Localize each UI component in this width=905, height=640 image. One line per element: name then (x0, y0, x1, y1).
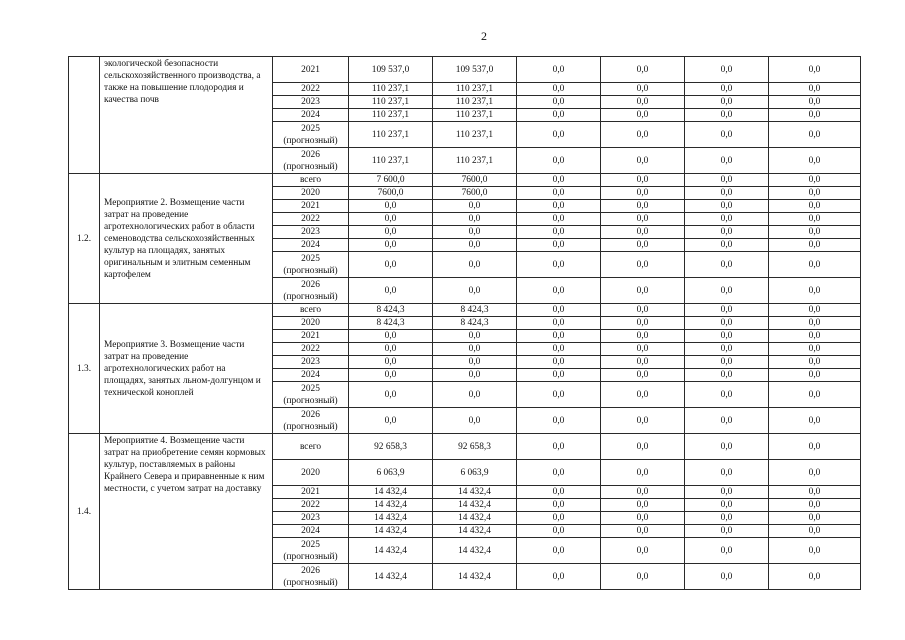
year-cell (273, 369, 349, 382)
value-cell: 6 063,9 (349, 460, 433, 486)
value-cell: 0,0 (601, 187, 685, 200)
value-cell: 8 424,3 (433, 317, 517, 330)
value-cell: 0,0 (517, 486, 601, 499)
value-cell: 0,0 (601, 226, 685, 239)
value-cell: 0,0 (433, 369, 517, 382)
value-cell: 0,0 (433, 213, 517, 226)
year-label: 2022 (301, 84, 320, 94)
value-cell: 0,0 (769, 304, 861, 317)
year-cell (273, 200, 349, 213)
budget-table (68, 56, 861, 590)
year-label: 2025 (301, 123, 320, 134)
value-cell: 0,0 (769, 278, 861, 304)
value-cell: 0,0 (517, 304, 601, 317)
measure-name: Мероприятие 3. Возмещение части затрат на проведение агротехнологических работ на площадях, занятых льном-долгунцом и технической коноплей (100, 304, 273, 434)
value-cell: 0,0 (601, 499, 685, 512)
value-cell: 14 432,4 (433, 512, 517, 525)
value-cell: 0,0 (685, 213, 769, 226)
value-cell: 0,0 (517, 109, 601, 122)
value-cell: 0,0 (685, 460, 769, 486)
year-label: 2026 (301, 149, 320, 160)
value-cell: 0,0 (349, 369, 433, 382)
value-cell: 0,0 (769, 538, 861, 564)
value-cell: 0,0 (601, 57, 685, 83)
value-cell: 0,0 (349, 252, 433, 278)
value-cell: 8 424,3 (349, 304, 433, 317)
value-cell: 0,0 (349, 408, 433, 434)
year-cell (273, 317, 349, 330)
value-cell: 0,0 (517, 174, 601, 187)
value-cell: 0,0 (349, 239, 433, 252)
value-cell: 0,0 (769, 122, 861, 148)
value-cell: 0,0 (601, 96, 685, 109)
value-cell: 0,0 (685, 109, 769, 122)
value-cell: 0,0 (769, 109, 861, 122)
value-cell: 0,0 (769, 187, 861, 200)
value-cell: 14 432,4 (349, 499, 433, 512)
forecast-note: (прогнозный) (283, 421, 338, 432)
value-cell: 14 432,4 (349, 538, 433, 564)
value-cell: 0,0 (769, 96, 861, 109)
value-cell: 0,0 (769, 564, 861, 590)
value-cell: 0,0 (601, 252, 685, 278)
year-label: 2022 (301, 214, 320, 224)
year-label: всего (299, 441, 322, 452)
year-label: 2025 (301, 539, 320, 550)
value-cell: 0,0 (601, 200, 685, 213)
value-cell: 0,0 (601, 408, 685, 434)
measure-number: 1.4. (69, 434, 100, 590)
year-cell (273, 174, 349, 187)
value-cell: 0,0 (685, 538, 769, 564)
value-cell: 110 237,1 (433, 122, 517, 148)
value-cell: 0,0 (685, 317, 769, 330)
year-label: 2024 (301, 110, 320, 120)
value-cell: 110 237,1 (433, 83, 517, 96)
value-cell: 92 658,3 (433, 434, 517, 460)
value-cell: 0,0 (769, 174, 861, 187)
measure-name: Мероприятие 4. Возмещение части затрат на приобретение семян кормовых культур, поставляемых в районы Крайнего Севера и приравненные к ним местности, с учетом затрат на доставку (100, 434, 273, 590)
value-cell: 0,0 (685, 434, 769, 460)
value-cell: 0,0 (517, 538, 601, 564)
value-cell: 0,0 (685, 382, 769, 408)
year-cell (273, 538, 349, 564)
value-cell: 0,0 (769, 226, 861, 239)
value-cell: 0,0 (685, 187, 769, 200)
value-cell: 0,0 (349, 200, 433, 213)
measure-number: 1.3. (69, 304, 100, 434)
value-cell: 0,0 (433, 252, 517, 278)
value-cell: 110 237,1 (349, 83, 433, 96)
value-cell: 0,0 (769, 434, 861, 460)
forecast-note: (прогнозный) (283, 577, 338, 588)
value-cell: 0,0 (685, 408, 769, 434)
forecast-note: (прогнозный) (283, 395, 338, 406)
value-cell: 0,0 (517, 96, 601, 109)
year-label: 2023 (301, 227, 320, 237)
value-cell: 0,0 (601, 343, 685, 356)
value-cell: 0,0 (517, 278, 601, 304)
value-cell: 0,0 (433, 408, 517, 434)
value-cell: 0,0 (685, 278, 769, 304)
year-label: 2024 (301, 526, 320, 536)
value-cell: 14 432,4 (349, 564, 433, 590)
year-cell (273, 499, 349, 512)
value-cell: 0,0 (601, 369, 685, 382)
value-cell: 0,0 (769, 499, 861, 512)
value-cell: 0,0 (601, 304, 685, 317)
year-label: 2022 (301, 500, 320, 510)
year-cell (273, 213, 349, 226)
value-cell: 14 432,4 (433, 499, 517, 512)
value-cell: 0,0 (517, 226, 601, 239)
value-cell: 0,0 (769, 200, 861, 213)
year-label: 2023 (301, 513, 320, 523)
value-cell: 0,0 (601, 239, 685, 252)
year-label: 2023 (301, 357, 320, 367)
year-cell (273, 187, 349, 200)
value-cell: 109 537,0 (433, 57, 517, 83)
value-cell: 0,0 (685, 369, 769, 382)
value-cell: 110 237,1 (433, 96, 517, 109)
value-cell: 0,0 (433, 278, 517, 304)
year-label: 2022 (301, 344, 320, 354)
value-cell: 0,0 (601, 460, 685, 486)
value-cell: 0,0 (349, 278, 433, 304)
value-cell: 14 432,4 (433, 525, 517, 538)
year-label: 2024 (301, 240, 320, 250)
value-cell: 0,0 (769, 57, 861, 83)
year-cell (273, 109, 349, 122)
table-body (69, 57, 861, 590)
value-cell: 0,0 (601, 486, 685, 499)
value-cell: 0,0 (517, 460, 601, 486)
value-cell: 0,0 (517, 122, 601, 148)
value-cell: 0,0 (433, 330, 517, 343)
year-cell (273, 356, 349, 369)
year-cell (273, 226, 349, 239)
value-cell: 0,0 (685, 122, 769, 148)
value-cell: 0,0 (601, 278, 685, 304)
forecast-note: (прогнозный) (283, 135, 338, 146)
measure-number (69, 57, 100, 174)
value-cell: 0,0 (685, 174, 769, 187)
year-cell (273, 252, 349, 278)
value-cell: 0,0 (685, 226, 769, 239)
value-cell: 0,0 (769, 486, 861, 499)
value-cell: 0,0 (601, 525, 685, 538)
forecast-note: (прогнозный) (283, 291, 338, 302)
year-label: 2021 (301, 331, 320, 341)
year-label: 2021 (301, 64, 320, 75)
value-cell: 0,0 (517, 382, 601, 408)
value-cell: 0,0 (769, 83, 861, 96)
value-cell: 0,0 (601, 356, 685, 369)
value-cell: 7600,0 (433, 174, 517, 187)
year-cell (273, 148, 349, 174)
value-cell: 0,0 (601, 213, 685, 226)
table-row (69, 434, 861, 460)
value-cell: 110 237,1 (349, 122, 433, 148)
value-cell: 109 537,0 (349, 57, 433, 83)
value-cell: 0,0 (685, 512, 769, 525)
value-cell: 7600,0 (349, 187, 433, 200)
value-cell: 0,0 (685, 148, 769, 174)
value-cell: 110 237,1 (433, 148, 517, 174)
page-number: 2 (481, 29, 487, 43)
year-cell (273, 564, 349, 590)
value-cell: 0,0 (433, 200, 517, 213)
value-cell: 0,0 (601, 317, 685, 330)
year-cell (273, 122, 349, 148)
value-cell: 0,0 (685, 200, 769, 213)
year-cell (273, 304, 349, 317)
value-cell: 0,0 (601, 122, 685, 148)
year-cell (273, 330, 349, 343)
value-cell: 8 424,3 (433, 304, 517, 317)
value-cell: 14 432,4 (433, 486, 517, 499)
value-cell: 14 432,4 (433, 538, 517, 564)
value-cell: 0,0 (601, 330, 685, 343)
value-cell: 0,0 (517, 343, 601, 356)
year-label: 2021 (301, 201, 320, 211)
year-cell (273, 96, 349, 109)
year-cell (273, 343, 349, 356)
value-cell: 0,0 (517, 525, 601, 538)
value-cell: 0,0 (769, 512, 861, 525)
value-cell: 0,0 (769, 369, 861, 382)
value-cell: 0,0 (517, 408, 601, 434)
value-cell: 0,0 (685, 57, 769, 83)
value-cell: 0,0 (769, 408, 861, 434)
value-cell: 0,0 (349, 356, 433, 369)
value-cell: 0,0 (601, 564, 685, 590)
value-cell: 0,0 (433, 343, 517, 356)
value-cell: 0,0 (685, 83, 769, 96)
year-cell (273, 382, 349, 408)
year-label: 2024 (301, 370, 320, 380)
year-cell (273, 512, 349, 525)
value-cell: 0,0 (517, 317, 601, 330)
value-cell: 0,0 (685, 304, 769, 317)
table-row (69, 174, 861, 187)
value-cell: 0,0 (517, 356, 601, 369)
value-cell: 0,0 (601, 538, 685, 564)
value-cell: 0,0 (685, 330, 769, 343)
value-cell: 0,0 (349, 382, 433, 408)
value-cell: 0,0 (769, 525, 861, 538)
year-label: 2026 (301, 279, 320, 290)
value-cell: 0,0 (517, 330, 601, 343)
value-cell: 0,0 (685, 356, 769, 369)
value-cell: 0,0 (685, 499, 769, 512)
value-cell: 0,0 (433, 226, 517, 239)
year-cell (273, 83, 349, 96)
value-cell: 0,0 (769, 460, 861, 486)
value-cell: 7 600,0 (349, 174, 433, 187)
value-cell: 0,0 (517, 239, 601, 252)
value-cell: 0,0 (601, 148, 685, 174)
value-cell: 0,0 (517, 57, 601, 83)
value-cell: 0,0 (769, 213, 861, 226)
value-cell: 6 063,9 (433, 460, 517, 486)
forecast-note: (прогнозный) (283, 551, 338, 562)
year-cell (273, 525, 349, 538)
value-cell: 0,0 (769, 343, 861, 356)
value-cell: 0,0 (685, 525, 769, 538)
value-cell: 0,0 (601, 174, 685, 187)
year-label: 2023 (301, 97, 320, 107)
value-cell: 0,0 (349, 330, 433, 343)
value-cell: 110 237,1 (433, 109, 517, 122)
value-cell: 0,0 (517, 83, 601, 96)
value-cell: 14 432,4 (349, 512, 433, 525)
year-label: 2020 (301, 318, 320, 328)
value-cell: 0,0 (769, 382, 861, 408)
value-cell: 110 237,1 (349, 109, 433, 122)
value-cell: 0,0 (349, 226, 433, 239)
value-cell: 0,0 (769, 317, 861, 330)
value-cell: 0,0 (685, 239, 769, 252)
value-cell: 110 237,1 (349, 148, 433, 174)
value-cell: 0,0 (517, 369, 601, 382)
value-cell: 0,0 (517, 252, 601, 278)
value-cell: 0,0 (685, 564, 769, 590)
measure-number: 1.2. (69, 174, 100, 304)
value-cell: 0,0 (601, 83, 685, 96)
value-cell: 14 432,4 (349, 525, 433, 538)
year-label: 2020 (301, 467, 320, 478)
value-cell: 0,0 (433, 356, 517, 369)
table-row (69, 304, 861, 317)
measure-name: экологической безопасности сельскохозяйственного производства, а также на повышение плодородия и качества почв (100, 57, 273, 174)
year-label: 2020 (301, 188, 320, 198)
measure-name: Мероприятие 2. Возмещение части затрат на проведение агротехнологических работ в области семеноводства сельскохозяйственных культур на площадях, занятых оригинальным и элитным семенным картофелем (100, 174, 273, 304)
value-cell: 0,0 (517, 148, 601, 174)
year-cell (273, 239, 349, 252)
value-cell: 0,0 (601, 382, 685, 408)
forecast-note: (прогнозный) (283, 265, 338, 276)
year-label: 2021 (301, 487, 320, 497)
forecast-note: (прогнозный) (283, 161, 338, 172)
value-cell: 0,0 (349, 343, 433, 356)
year-label: 2025 (301, 253, 320, 264)
year-cell (273, 460, 349, 486)
value-cell: 0,0 (517, 499, 601, 512)
value-cell: 0,0 (517, 434, 601, 460)
value-cell: 0,0 (685, 486, 769, 499)
value-cell: 8 424,3 (349, 317, 433, 330)
year-cell (273, 278, 349, 304)
value-cell: 0,0 (349, 213, 433, 226)
year-label: 2026 (301, 565, 320, 576)
value-cell: 0,0 (685, 96, 769, 109)
value-cell: 0,0 (769, 356, 861, 369)
value-cell: 0,0 (601, 434, 685, 460)
value-cell: 110 237,1 (349, 96, 433, 109)
value-cell: 0,0 (517, 512, 601, 525)
value-cell: 0,0 (517, 200, 601, 213)
value-cell: 0,0 (433, 382, 517, 408)
value-cell: 0,0 (601, 512, 685, 525)
value-cell: 0,0 (769, 330, 861, 343)
value-cell: 14 432,4 (349, 486, 433, 499)
value-cell: 0,0 (769, 148, 861, 174)
value-cell: 0,0 (685, 252, 769, 278)
value-cell: 0,0 (433, 239, 517, 252)
value-cell: 0,0 (601, 109, 685, 122)
value-cell: 0,0 (685, 343, 769, 356)
value-cell: 0,0 (517, 213, 601, 226)
value-cell: 0,0 (769, 252, 861, 278)
table-row (69, 57, 861, 83)
value-cell: 0,0 (517, 564, 601, 590)
year-label: всего (299, 175, 322, 185)
value-cell: 92 658,3 (349, 434, 433, 460)
year-cell (273, 434, 349, 460)
year-label: 2025 (301, 383, 320, 394)
year-cell (273, 57, 349, 83)
value-cell: 14 432,4 (433, 564, 517, 590)
year-cell (273, 486, 349, 499)
year-cell (273, 408, 349, 434)
year-label: 2026 (301, 409, 320, 420)
value-cell: 0,0 (517, 187, 601, 200)
value-cell: 7600,0 (433, 187, 517, 200)
year-label: всего (299, 305, 322, 315)
value-cell: 0,0 (769, 239, 861, 252)
